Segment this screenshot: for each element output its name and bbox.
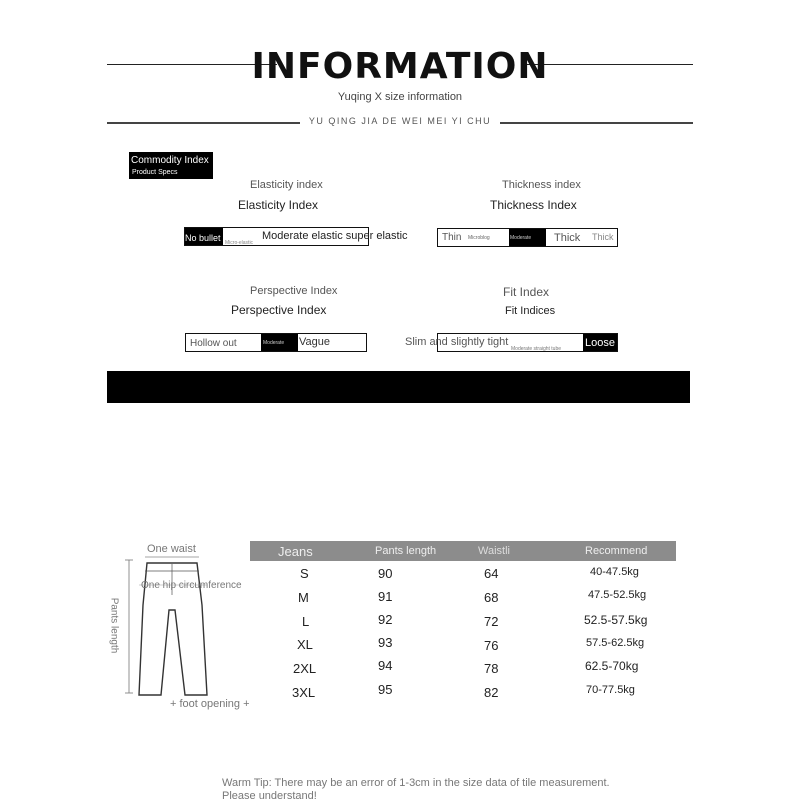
size-table-header-recommend: Recommend xyxy=(585,545,648,557)
pants-diagram xyxy=(115,545,265,705)
size-cell-waist: 76 xyxy=(484,638,499,653)
fit-caption: Fit Index xyxy=(503,285,550,299)
thickness-bar xyxy=(437,228,618,247)
thickness-caption-2: Thickness Index xyxy=(490,198,577,212)
size-cell-length: 94 xyxy=(378,658,393,673)
thickness-option-thick-2: Thick xyxy=(592,232,614,242)
size-table-header-jeans: Jeans xyxy=(278,544,313,559)
page-subtitle: Yuqing X size information xyxy=(337,91,463,103)
size-cell-length: 93 xyxy=(378,635,393,650)
commodity-sublabel: Product Specs xyxy=(132,169,178,176)
perspective-option-hollow-out: Hollow out xyxy=(190,338,237,349)
diagram-foot-label: + foot opening + xyxy=(170,698,250,710)
size-cell-recommend: 62.5-70kg xyxy=(585,659,639,673)
size-table-header xyxy=(250,541,676,561)
size-cell-size: 2XL xyxy=(293,661,317,676)
size-cell-recommend: 47.5-52.5kg xyxy=(588,589,647,601)
perspective-caption-2: Perspective Index xyxy=(231,303,327,317)
size-cell-size: S xyxy=(300,566,309,581)
size-table-header-waist: Waistli xyxy=(478,545,510,557)
warm-tip-line-2: Please understand! xyxy=(222,790,317,802)
perspective-option-moderate: Moderate xyxy=(263,340,285,346)
perspective-bar xyxy=(185,333,367,352)
perspective-caption: Perspective Index xyxy=(250,285,338,297)
size-table-header-length: Pants length xyxy=(375,545,437,557)
elasticity-caption-2: Elasticity Index xyxy=(238,198,319,212)
pinyin-caption: YU QING JIA DE WEI MEI YI CHU xyxy=(300,116,500,126)
size-cell-length: 92 xyxy=(378,612,393,627)
elasticity-option-micro-elastic: Micro-elastic xyxy=(225,240,254,246)
page-title: INFORMATION xyxy=(251,46,549,87)
black-band xyxy=(107,371,690,403)
size-cell-size: 3XL xyxy=(292,685,316,700)
warm-tip-note xyxy=(222,777,610,803)
size-cell-size: XL xyxy=(297,637,313,652)
elasticity-caption: Elasticity index xyxy=(250,179,323,191)
size-cell-recommend: 70-77.5kg xyxy=(586,684,635,696)
size-cell-size: L xyxy=(302,614,310,629)
size-cell-length: 95 xyxy=(378,682,393,697)
thickness-option-thick: Thick xyxy=(554,232,581,244)
thickness-option-thin: Thin xyxy=(442,232,462,243)
thickness-option-moderate: Moderate xyxy=(510,235,532,241)
warm-tip-line-1: Warm Tip: There may be an error of 1-3cm in the size data of tile measurement. xyxy=(222,777,610,789)
diagram-length-label: Pants length xyxy=(108,597,120,654)
fit-option-loose: Loose xyxy=(585,337,615,349)
commodity-index-badge xyxy=(129,152,213,179)
size-cell-recommend: 57.5-62.5kg xyxy=(586,637,645,649)
size-cell-recommend: 40-47.5kg xyxy=(590,566,639,578)
fit-option-moderate-straight: Moderate straight tube xyxy=(511,346,562,352)
diagram-waist-label: One waist xyxy=(147,543,196,555)
thickness-caption: Thickness index xyxy=(502,179,581,191)
size-cell-waist: 64 xyxy=(484,566,499,581)
elasticity-option-no-bullet: No bullet xyxy=(185,233,221,243)
elasticity-option-moderate-super: Moderate elastic super elastic xyxy=(262,230,408,242)
perspective-option-vague: Vague xyxy=(299,336,330,348)
size-cell-size: M xyxy=(298,590,309,605)
fit-caption-2: Fit Indices xyxy=(505,305,556,317)
size-cell-length: 91 xyxy=(378,589,393,604)
fit-option-slim: Slim and slightly tight xyxy=(405,336,509,348)
size-cell-recommend: 52.5-57.5kg xyxy=(584,613,648,627)
commodity-label: Commodity Index xyxy=(131,155,209,166)
diagram-hip-label: One hip circumference xyxy=(141,580,242,591)
thickness-option-microblog: Microblog xyxy=(468,235,490,241)
size-cell-waist: 72 xyxy=(484,614,499,629)
size-cell-length: 90 xyxy=(378,566,393,581)
size-cell-waist: 68 xyxy=(484,590,499,605)
size-cell-waist: 78 xyxy=(484,661,499,676)
size-cell-waist: 82 xyxy=(484,685,499,700)
